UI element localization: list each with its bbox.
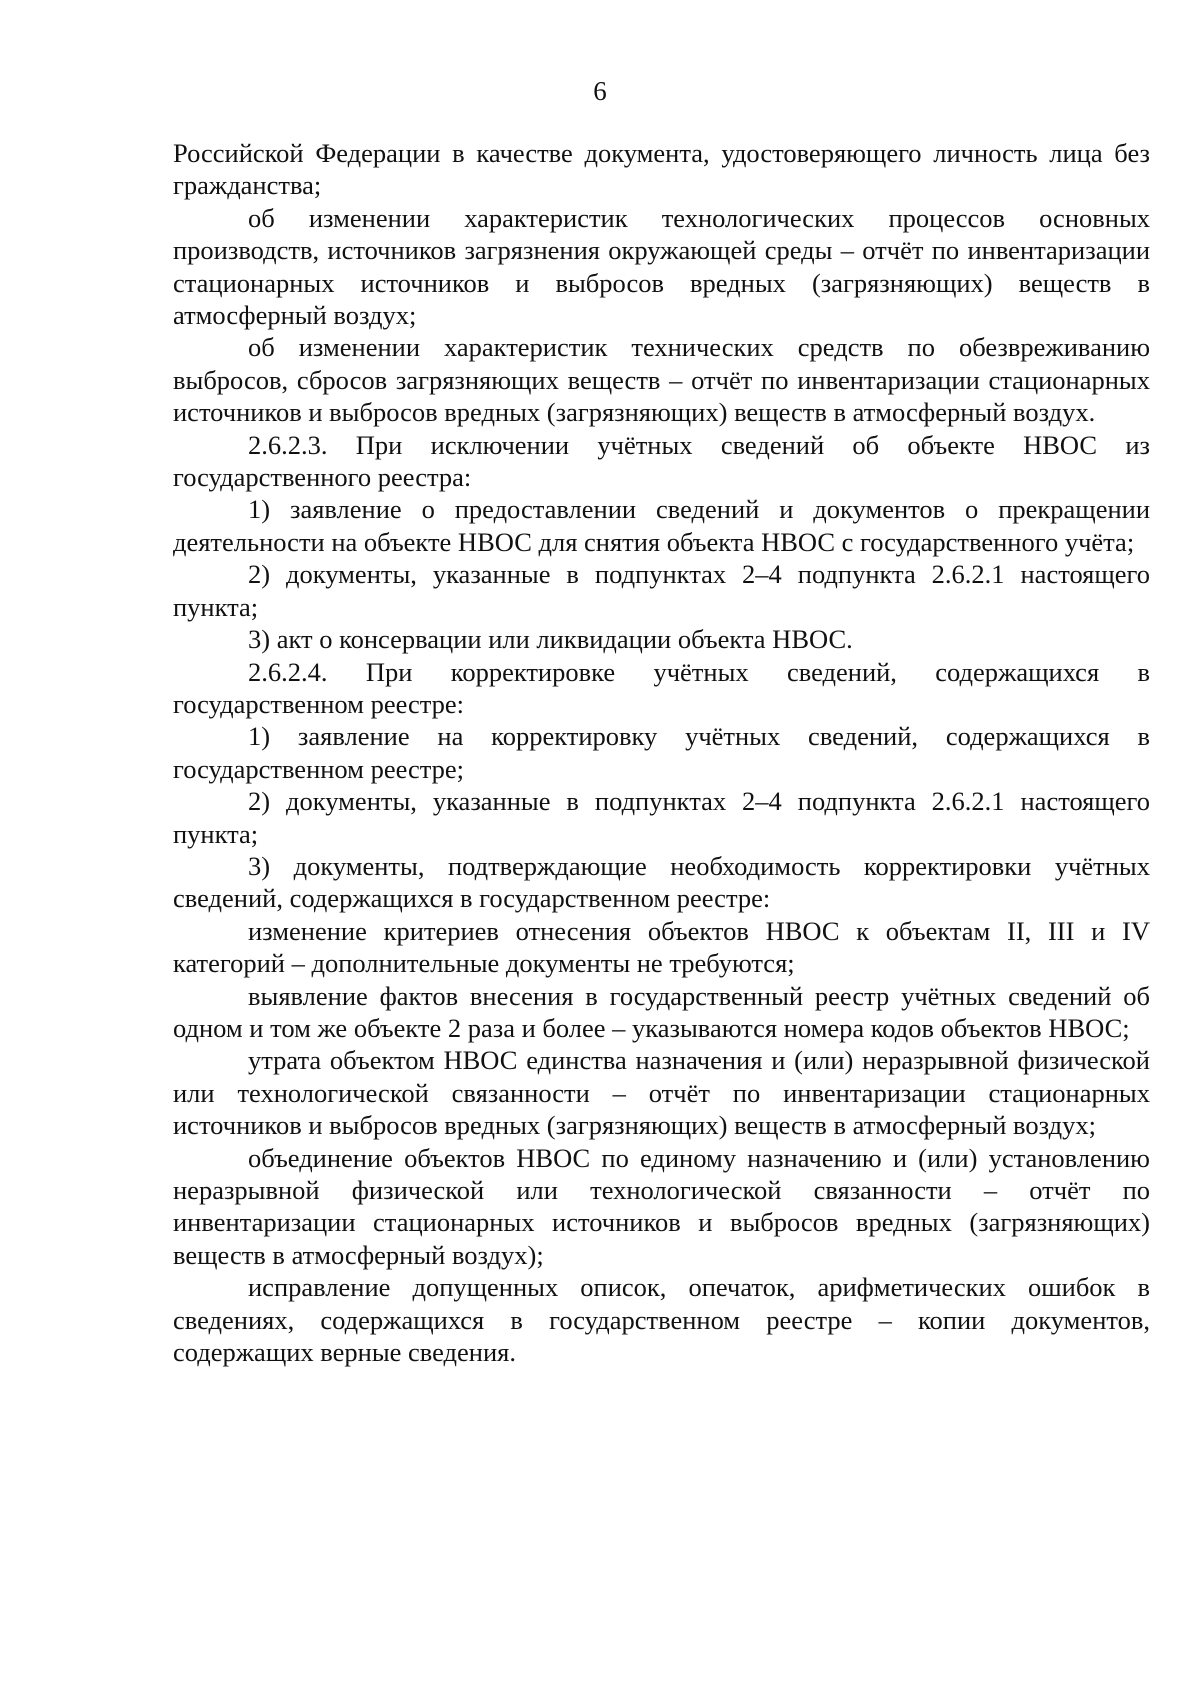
- list-item-correction-2: 2) документы, указанные в подпунктах 2–4 подпункта 2.6.2.1 настоящего пункта;: [173, 786, 1150, 849]
- paragraph-continuation: Российской Федерации в качестве документа, удостоверяющего личность лица без гражданства;: [173, 138, 1150, 201]
- list-item-exclusion-3: 3) акт о консервации или ликвидации объекта НВОС.: [248, 624, 853, 655]
- paragraph-process-change: об изменении характеристик технологических процессов основных производств, источников загрязнения окружающей среды – отчёт по инвентаризации стационарных источников и выбросов вредных (загрязняющих) веществ в атмосферный воздух;: [173, 202, 1150, 331]
- paragraph-technical-means-change: об изменении характеристик технических средств по обезвреживанию выбросов, сбросов загрязняющих веществ – отчёт по инвентаризации стационарных источников и выбросов вредных (загрязняющих) веществ в атмосферный воздух.: [173, 332, 1150, 428]
- paragraph-unity-loss: утрата объектом НВОС единства назначения и (или) неразрывной физической или технологической связанности – отчёт по инвентаризации стационарных источников и выбросов вредных (загрязняющих) веществ в атмосферный воздух;: [173, 1045, 1150, 1141]
- paragraph-clause-2-6-2-3: 2.6.2.3. При исключении учётных сведений об объекте НВОС из государственного реестра:: [173, 429, 1150, 493]
- list-item-correction-3: 3) документы, подтверждающие необходимость корректировки учётных сведений, содержащихся в государственном реестре:: [173, 850, 1150, 914]
- list-item-correction-1: 1) заявление на корректировку учётных сведений, содержащихся в государственном реестре;: [173, 721, 1150, 784]
- paragraph-criteria-change: изменение критериев отнесения объектов НВОС к объектам II, III и IV категорий – дополнительные документы не требуются;: [173, 915, 1150, 979]
- document-body: [173, 137, 1150, 1368]
- paragraph-objects-merge: объединение объектов НВОС по единому назначению и (или) установлению неразрывной физической или технологической связанности – отчёт по инвентаризации стационарных источников и выбросов вредных (загрязняющих) веществ в атмосферный воздух);: [173, 1142, 1150, 1270]
- paragraph-error-correction: исправление допущенных описок, опечаток, арифметических ошибок в сведениях, содержащихся в государственном реестре – копии документов, содержащих верные сведения.: [173, 1272, 1150, 1368]
- paragraph-duplicate-entries: выявление фактов внесения в государственный реестр учётных сведений об одном и том же объекте 2 раза и более – указываются номера кодов объектов НВОС;: [173, 980, 1150, 1043]
- list-item-exclusion-1: 1) заявление о предоставлении сведений и документов о прекращении деятельности на объекте НВОС для снятия объекта НВОС с государственного учёта;: [173, 494, 1150, 557]
- list-item-exclusion-2: 2) документы, указанные в подпунктах 2–4 подпункта 2.6.2.1 настоящего пункта;: [173, 559, 1150, 622]
- page-number: 6: [593, 76, 607, 106]
- paragraph-clause-2-6-2-4: 2.6.2.4. При корректировке учётных сведений, содержащихся в государственном реестре:: [173, 656, 1150, 719]
